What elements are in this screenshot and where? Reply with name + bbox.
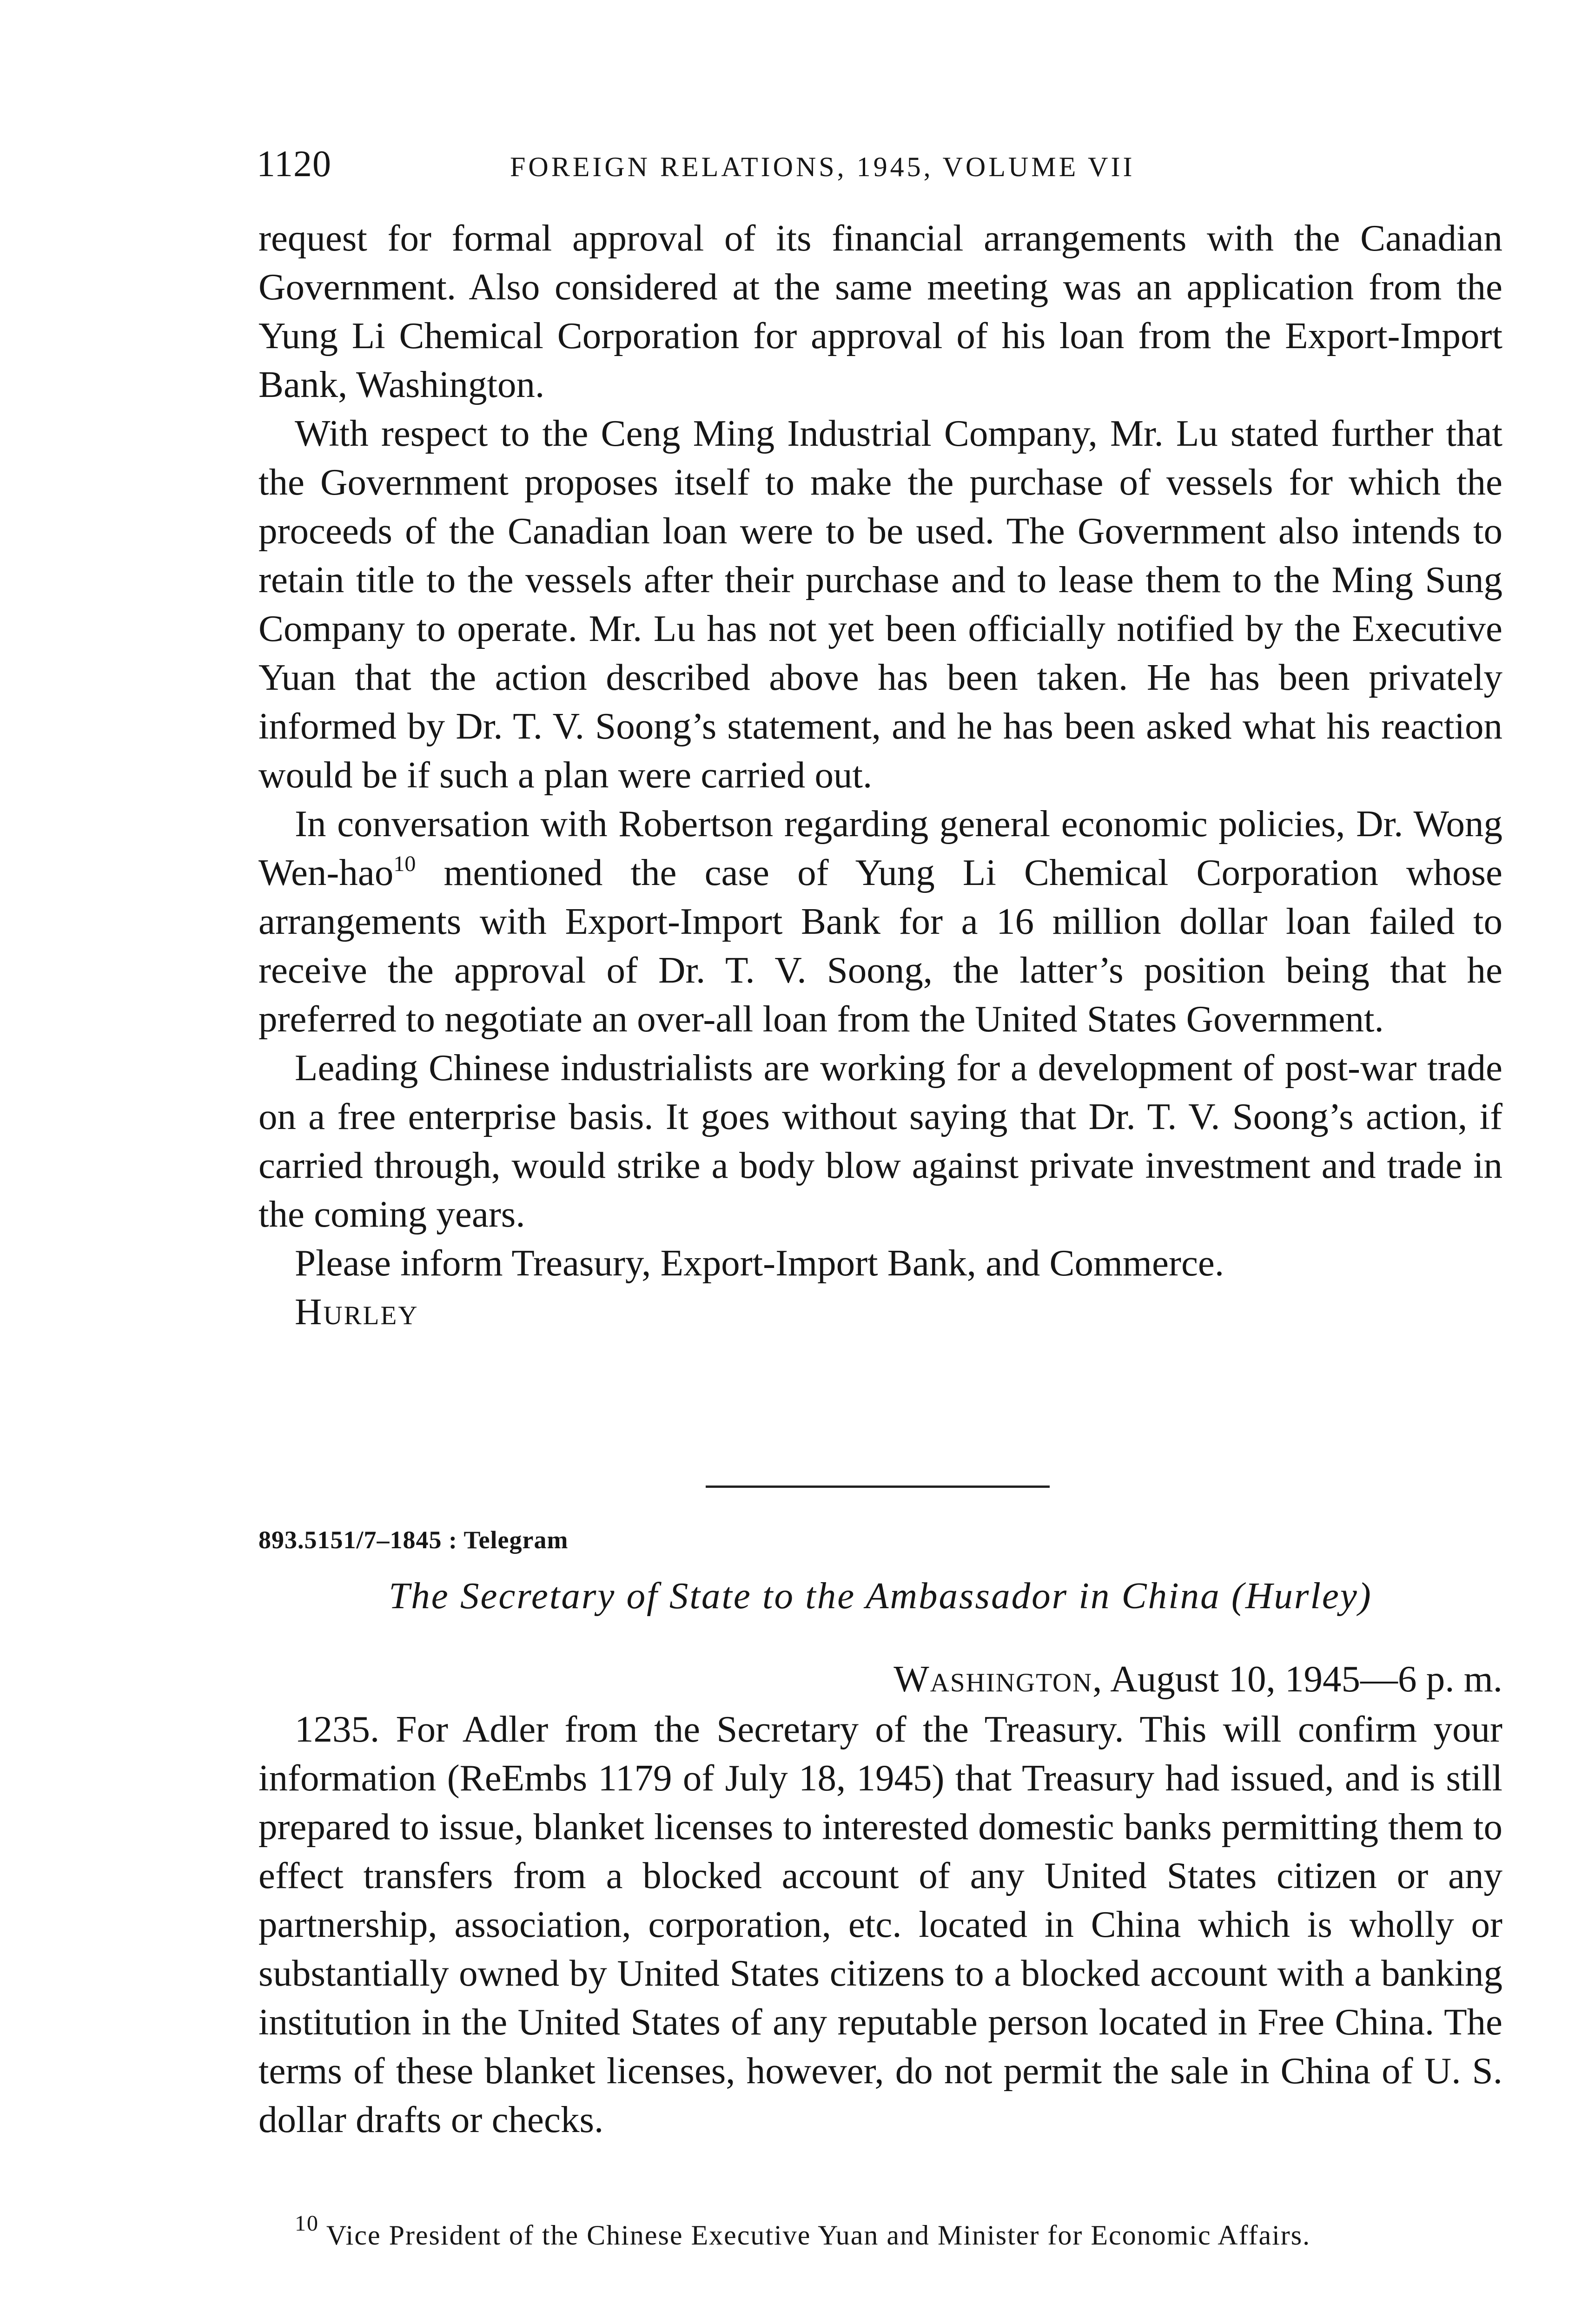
page-number: 1120 bbox=[257, 144, 332, 185]
body-paragraph: 1235. For Adler from the Secretary of the Treasury. This will confirm your information (ReEmbs 1179 of July 18, 1945) that Treasury had issued, and is still prepared to issue, blanket licenses to interested domestic banks permitting them to effect transfers from a blocked account of any United States citizen or any partnership, association, corporation, etc. located in China which is wholly or substantially owned by United States citizens to a blocked account with a banking institution in the United States of any reputable person located in Free China. The terms of these blanket licenses, however, do not permit the sale in China of U. S. dollar drafts or checks. bbox=[258, 1708, 1502, 2140]
document-title: The Secretary of State to the Ambassador in China (Hurley) bbox=[389, 1575, 1372, 1617]
body-paragraph-with-note bbox=[258, 799, 1502, 1043]
paragraph-text: In conversation with Robertson regarding general economic policies, Dr. Wong Wen-hao bbox=[258, 803, 1502, 893]
file-reference: 893.5151/7–1845 : Telegram bbox=[258, 1526, 569, 1554]
dateline-place: Washington, bbox=[893, 1658, 1103, 1700]
telegram-body bbox=[258, 1705, 1502, 2144]
dateline-time: August 10, 1945—6 p. m. bbox=[1103, 1658, 1502, 1700]
telegram-continued-body bbox=[258, 214, 1502, 1336]
body-paragraph: With respect to the Ceng Ming Industrial Company, Mr. Lu stated further that the Government proposes itself to make the purchase of vessels for which the proceeds of the Canadian loan were to be used. The Government also intends to retain title to the vessels after their purchase and to lease them to the Ming Sung Company to operate. Mr. Lu has not yet been officially notified by the Executive Yuan that the action described above has been taken. He has been privately informed by Dr. T. V. Soong’s statement, and he has been asked what his reaction would be if such a plan were carried out. bbox=[258, 412, 1502, 796]
footnote-reference[interactable]: 10 bbox=[393, 852, 416, 876]
running-head-title: FOREIGN RELATIONS, 1945, VOLUME VII bbox=[510, 152, 1135, 182]
footnote-text-block bbox=[258, 2211, 1502, 2253]
signature: Hurley bbox=[295, 1291, 419, 1333]
footnote-text: Vice President of the Chinese Executive Yuan and Minister for Economic Affairs. bbox=[319, 2220, 1311, 2251]
running-head bbox=[257, 139, 1502, 190]
footnote-mark: 10 bbox=[295, 2211, 319, 2236]
dateline bbox=[258, 1655, 1502, 1703]
paragraph-text: mentioned the case of Yung Li Chemical Corporation whose arrangements with Export-Import Bank for a 16 million dollar loan failed to receive the approval of Dr. T. V. Soong, the latter’s position being that he preferred to negotiate an over-all loan from the United States Government. bbox=[258, 852, 1502, 1040]
body-paragraph: Please inform Treasury, Export-Import Bank, and Commerce. bbox=[295, 1242, 1224, 1284]
footnote bbox=[258, 2211, 1502, 2253]
body-paragraph: Leading Chinese industrialists are working for a development of post-war trade on a free enterprise basis. It goes without saying that Dr. T. V. Soong’s action, if carried through, would strike a body blow against private investment and trade in the coming years. bbox=[258, 1047, 1502, 1235]
section-divider bbox=[706, 1486, 1050, 1488]
body-paragraph: request for formal approval of its financial arrangements with the Canadian Government. Also considered at the same meeting was an application from the Yung Li Chemical Corporation for approval of his loan from the Export-Import Bank, Washington. bbox=[258, 217, 1502, 405]
